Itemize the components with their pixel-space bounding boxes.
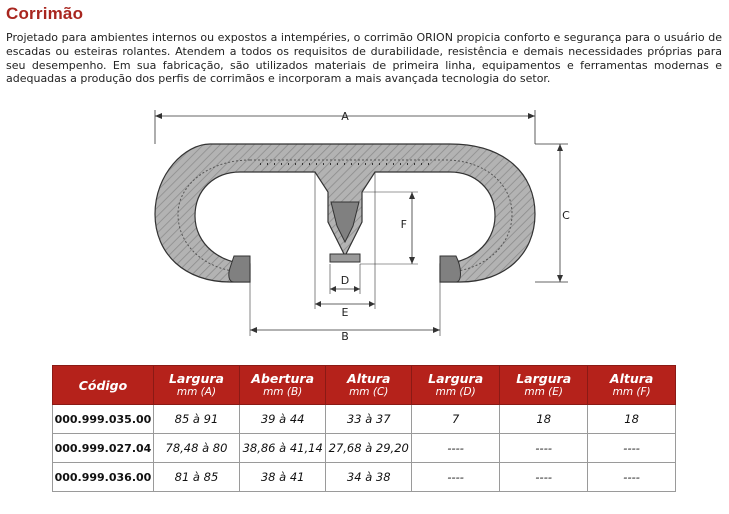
- cell-a: 85 à 91: [153, 405, 239, 434]
- handrail-profile-diagram: [150, 104, 590, 344]
- table-row: [53, 463, 676, 492]
- cell-f: ----: [588, 434, 676, 463]
- header-abertura-b: Abertura mm (B): [240, 366, 326, 405]
- cell-b: 39 à 44: [240, 405, 326, 434]
- left-lip: [229, 256, 250, 282]
- header-largura-d: Largura mm (D): [412, 366, 500, 405]
- cell-e: ----: [500, 463, 588, 492]
- cell-e: 18: [500, 405, 588, 434]
- header-largura-e: Largura mm (E): [500, 366, 588, 405]
- cell-a: 78,48 à 80: [153, 434, 239, 463]
- cell-a: 81 à 85: [153, 463, 239, 492]
- cell-b: 38 à 41: [240, 463, 326, 492]
- cell-f: ----: [588, 463, 676, 492]
- cell-d: ----: [412, 463, 500, 492]
- header-altura-c: Altura mm (C): [326, 366, 412, 405]
- header-altura-f: Altura mm (F): [588, 366, 676, 405]
- cell-codigo: 000.999.036.00: [53, 463, 154, 492]
- table-header-row: [53, 366, 676, 405]
- dim-label-d: D: [340, 274, 350, 287]
- page-title: Corrimão: [6, 4, 84, 23]
- dim-label-e: E: [341, 306, 349, 319]
- dim-label-c: C: [562, 209, 570, 222]
- cell-d: ----: [412, 434, 500, 463]
- dim-label-f: F: [400, 218, 407, 231]
- product-description: Projetado para ambientes internos ou expostos a intempéries, o corrimão ORION propicia conforto e segurança para o usuário de escadas ou esteiras rolantes. Atendem a todos os requisitos de durabilidade, resistência e demais necessidades próprias para seu desempenho. Em sua fabricação, são utilizados materiais de primeira linha, equipamentos e ferramentas modernas e adequadas a produção dos perfis de corrimãos e incorporam a mais avançada tecnologia do setor.: [6, 31, 722, 86]
- cell-codigo: 000.999.027.04: [53, 434, 154, 463]
- cell-b: 38,86 à 41,14: [240, 434, 326, 463]
- cell-c: 27,68 à 29,20: [326, 434, 412, 463]
- cell-e: ----: [500, 434, 588, 463]
- table-row: [53, 434, 676, 463]
- spec-table: [52, 365, 676, 492]
- dim-label-b: B: [341, 330, 349, 343]
- dim-label-a: A: [341, 110, 349, 123]
- table-row: [53, 405, 676, 434]
- cell-c: 33 à 37: [326, 405, 412, 434]
- cell-c: 34 à 38: [326, 463, 412, 492]
- header-largura-a: Largura mm (A): [153, 366, 239, 405]
- cell-f: 18: [588, 405, 676, 434]
- header-codigo: Código: [53, 366, 154, 405]
- right-lip: [440, 256, 461, 282]
- slot-base: [330, 254, 360, 262]
- cell-d: 7: [412, 405, 500, 434]
- cell-codigo: 000.999.035.00: [53, 405, 154, 434]
